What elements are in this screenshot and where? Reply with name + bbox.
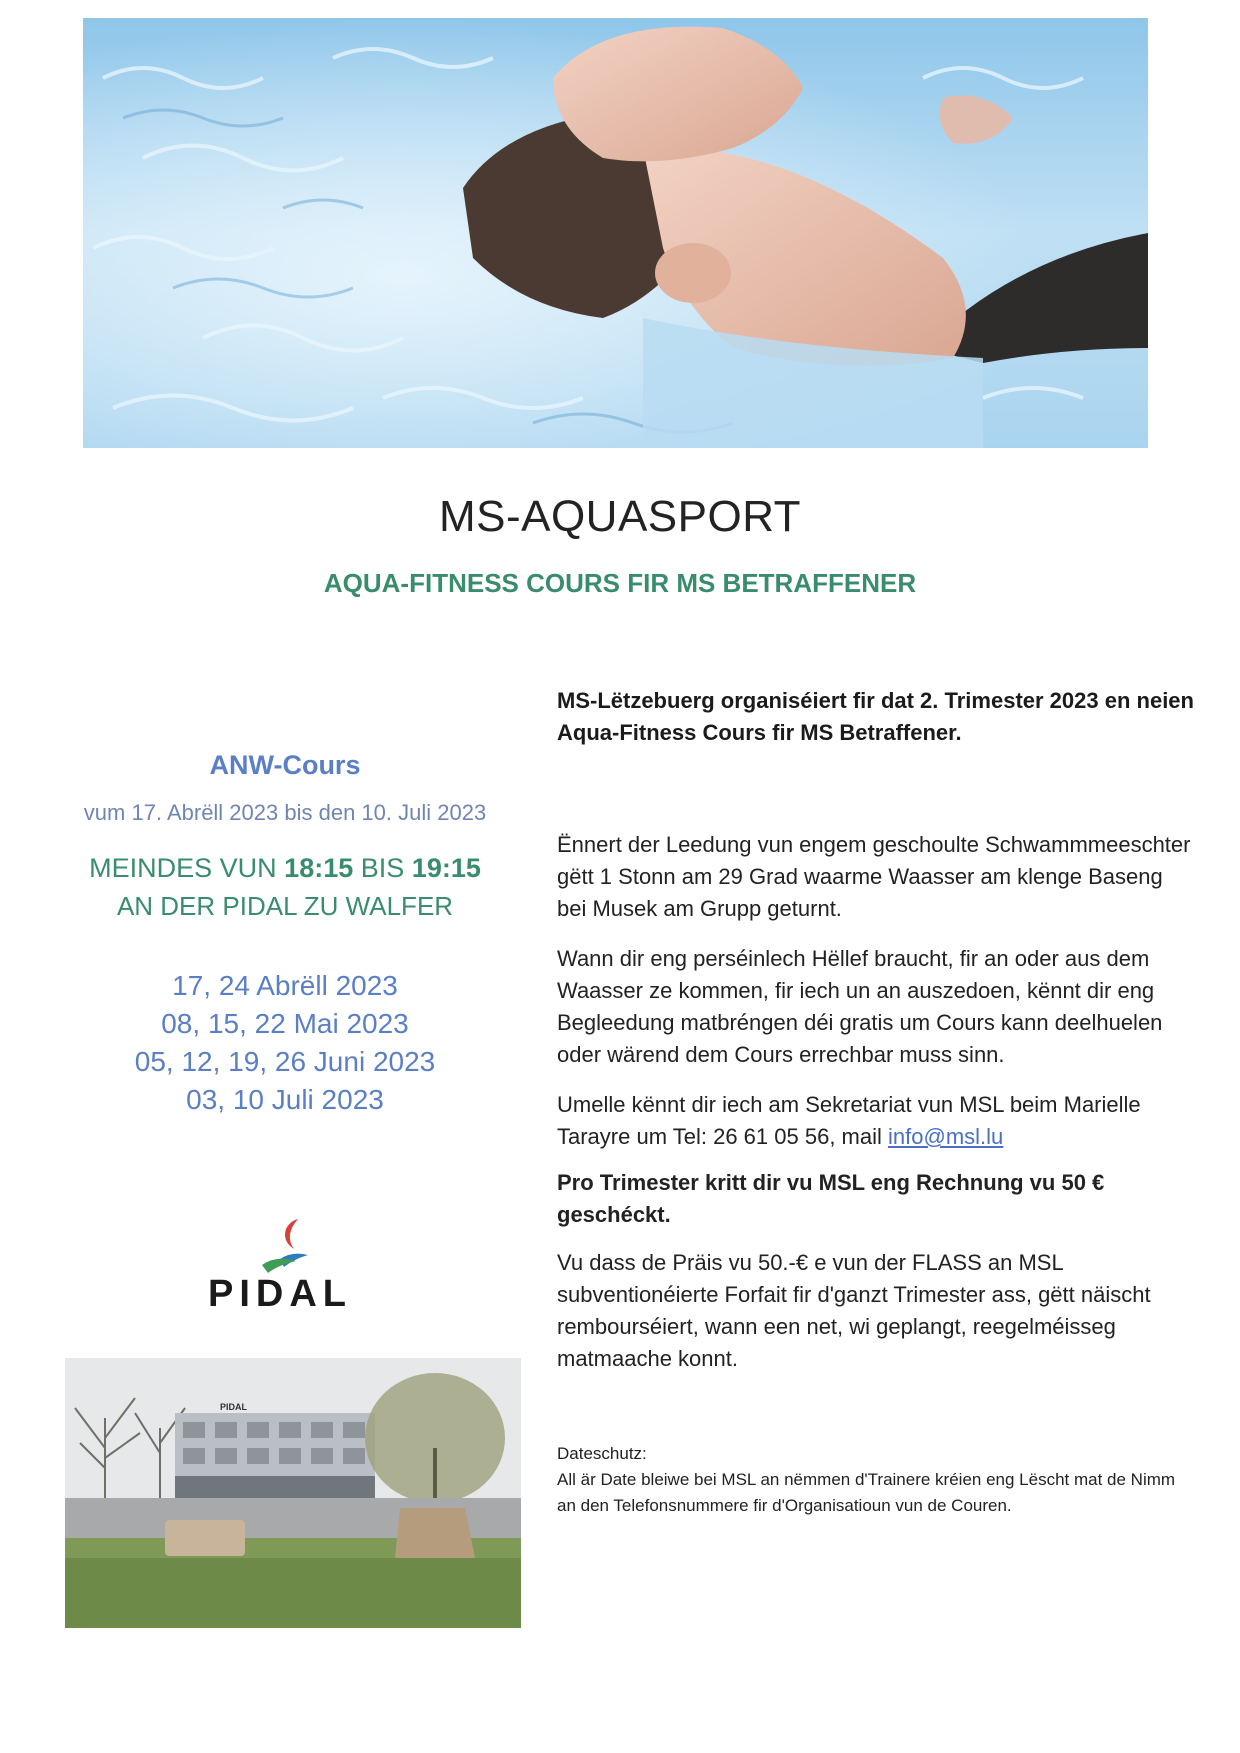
privacy-heading: Dateschutz: [557, 1444, 647, 1463]
page-subtitle: AQUA-FITNESS COURS FIR MS BETRAFFENER [323, 568, 917, 598]
privacy-text: All är Date bleiwe bei MSL an nëmmen d'Trainere kréien eng Lëscht mat de Nimm an den Telefonsnummere fir d'Organisatioun vun de Couren. [557, 1470, 1176, 1515]
pidal-logo-text: PIDAL [208, 1273, 352, 1315]
hero-photo [83, 18, 1148, 448]
time-prefix: MEINDES VUN [89, 853, 277, 883]
email-link[interactable]: info@msl.lu [888, 1124, 1004, 1149]
intro-text: MS-Lëtzebuerg organiséiert fir dat 2. Trimester 2023 en neien Aqua-Fitness Cours fir MS Betraffener. [557, 688, 1194, 745]
time-end: 19:15 [411, 853, 481, 883]
building-image [65, 1358, 521, 1628]
course-info [60, 750, 510, 1119]
paragraph-invoice: Pro Trimester kritt dir vu MSL eng Rechnung vu 50 € geschéckt. [557, 1170, 1105, 1227]
paragraph-refund: Vu dass de Präis vu 50.-€ e vun der FLASS an MSL subventionéierte Forfait fir d'ganzt Trimester ass, gëtt näischt rembourséiert, wann een net, wi geplangt, reegelméisseg matmaache konnt. [557, 1250, 1151, 1371]
paragraph-assistance: Wann dir eng perséinlech Hëllef braucht, fir an oder aus dem Waasser ze kommen, fir iech un an auszedoen, kënnt dir eng Begleedung matbréngen déi gratis um Cours kann deelhuelen oder wärend dem Cours errechbar muss sinn. [557, 946, 1163, 1067]
date-line: 03, 10 Juli 2023 [186, 1084, 384, 1115]
course-period: vum 17. Abrëll 2023 bis den 10. Juli 2023 [83, 800, 487, 825]
date-line: 05, 12, 19, 26 Juni 2023 [134, 1046, 436, 1077]
registration-text: Umelle kënnt dir iech am Sekretariat vun MSL beim Marielle Tarayre um Tel: 26 61 05 56, mail [557, 1092, 1141, 1149]
building-sign: PIDAL [220, 1402, 247, 1412]
pidal-flame-icon [180, 1215, 380, 1275]
date-line: 08, 15, 22 Mai 2023 [161, 1008, 409, 1039]
page-title: MS-AQUASPORT [438, 492, 802, 541]
course-dates [60, 967, 510, 1119]
pidal-building-photo [65, 1358, 521, 1628]
course-time [60, 849, 510, 887]
time-mid: BIS [360, 853, 405, 883]
time-start: 18:15 [284, 853, 354, 883]
date-line: 17, 24 Abrëll 2023 [172, 970, 398, 1001]
paragraph-training: Ënnert der Leedung vun engem geschoulte Schwammmeeschter gëtt 1 Stonn am 29 Grad waarme Waasser am klenge Baseng bei Musek am Grupp geturnt. [557, 832, 1191, 921]
course-description [557, 685, 1197, 1519]
course-place: AN DER PIDAL ZU WALFER [116, 891, 454, 921]
privacy-section [557, 1441, 1197, 1519]
course-title: ANW-Cours [209, 750, 361, 780]
pool-woman-image [83, 18, 1148, 448]
paragraph-registration [557, 1089, 1197, 1153]
pidal-logo [180, 1215, 380, 1315]
